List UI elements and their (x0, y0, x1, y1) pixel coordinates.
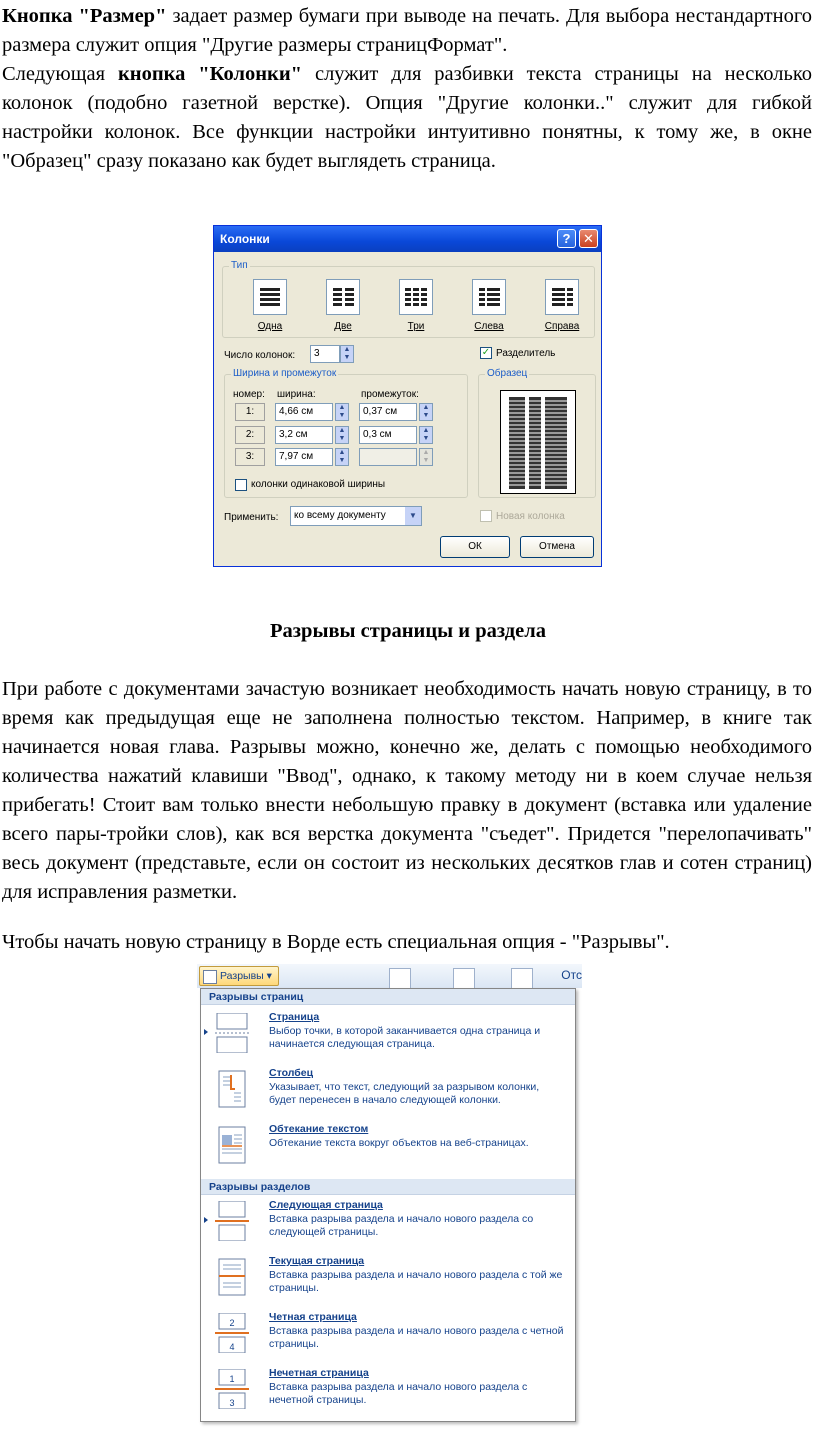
row3-gap-input (359, 448, 417, 466)
equal-width-label: колонки одинаковой ширины (251, 479, 386, 490)
menu-item-desc: Указывает, что текст, следующий за разрывом колонки, будет перенесен в начало следующей колонки. (269, 1081, 540, 1106)
ribbon-right-label: Отс (561, 968, 582, 982)
type-group (222, 260, 595, 338)
new-column-label: Новая колонка (496, 511, 565, 522)
sample-group (478, 368, 596, 498)
bold-columns-button: кнопка "Колонки" (117, 63, 303, 85)
menu-item-odd-page[interactable] (201, 1363, 575, 1419)
even-icon-digit-top: 2 (229, 1318, 235, 1328)
menu-item-desc: Выбор точки, в которой заканчивается одна страница и начинается следующая страница. (269, 1025, 541, 1050)
breaks-menu-screenshot (197, 964, 582, 1424)
row3-width-input[interactable]: 7,97 см (275, 448, 333, 466)
menu-item-page[interactable] (201, 1007, 575, 1063)
type-two-icon[interactable] (326, 279, 360, 315)
apply-select-value: ко всему документу (294, 510, 386, 521)
menu-item-current-page[interactable] (201, 1251, 575, 1307)
menu-item-title: Столбец (269, 1067, 314, 1079)
next-page-icon (215, 1201, 249, 1241)
breaks-ribbon-button[interactable] (199, 966, 279, 986)
menu-item-desc: Обтекание текста вокруг объектов на веб-страницах. (269, 1137, 529, 1149)
dialog-title: Колонки (220, 232, 270, 246)
menu-item-title: Четная страница (269, 1311, 357, 1323)
page-breaks-header: Разрывы страниц (201, 989, 575, 1005)
paragraph-breaks: При работе с документами зачастую возникает необходимость начать новую страницу, в то время как предыдущая еще не заполнена полностью текстом. Например, в книге так начинается новая глава. Разрывы можно, конечно же, делать с помощью необходимого количества нажатий клавиши "Ввод", однако, к такому методу ни в коем случае нельзя прибегать! Стоит вам только внести небольшую правку в документ (вставка или удаление всего пары-тройки слов), как вся верстка документа "съедет". Придется "перелопачивать" весь документ (представьте, если он состоит из нескольких десятков глав и сотен страниц) для исправления разметки. (2, 678, 812, 903)
menu-item-desc: Вставка разрыва раздела и начало нового раздела с четной страницы. (269, 1325, 564, 1350)
new-column-checkbox (480, 510, 492, 522)
section-heading: Разрывы страницы и раздела (270, 620, 546, 642)
ok-button[interactable]: ОК (440, 536, 510, 558)
paragraph-size-columns (0, 2, 816, 176)
row1-number: 1: (235, 403, 265, 421)
type-left-icon[interactable] (472, 279, 506, 315)
menu-item-column[interactable] (201, 1063, 575, 1119)
type-group-label: Тип (231, 260, 248, 271)
type-right-icon[interactable] (545, 279, 579, 315)
row1-gap-input[interactable]: 0,37 см (359, 403, 417, 421)
ribbon-bar (197, 964, 582, 988)
menu-item-title: Нечетная страница (269, 1367, 369, 1379)
close-icon[interactable]: ✕ (579, 229, 598, 248)
menu-item-desc: Вставка разрыва раздела и начало нового раздела со следующей страницы. (269, 1213, 534, 1238)
col-gap-header: промежуток: (361, 389, 419, 400)
row2-width-spinner[interactable]: ▲ ▼ (335, 426, 349, 444)
page-break-icon (215, 1013, 249, 1053)
current-page-icon (215, 1257, 249, 1297)
row2-number: 2: (235, 426, 265, 444)
type-left-label[interactable]: Слева (474, 321, 504, 332)
text-next: Следующая (2, 63, 118, 85)
menu-item-title: Страница (269, 1011, 320, 1023)
type-three-label[interactable]: Три (407, 321, 425, 332)
col-width-header: ширина: (277, 389, 316, 400)
even-page-icon (215, 1313, 249, 1353)
sample-preview (500, 390, 576, 494)
cancel-button[interactable]: Отмена (520, 536, 594, 558)
row1-width-input[interactable]: 4,66 см (275, 403, 333, 421)
type-two-label[interactable]: Две (334, 321, 352, 332)
type-right-label[interactable]: Справа (544, 321, 580, 332)
document-icon[interactable] (511, 968, 533, 990)
row2-gap-spinner[interactable]: ▲ ▼ (419, 426, 433, 444)
sample-label: Образец (487, 368, 528, 379)
even-icon-digit-bottom: 4 (229, 1342, 235, 1352)
page-icon[interactable] (389, 968, 411, 990)
item-pointer-icon (204, 1029, 208, 1035)
type-one-icon[interactable] (253, 279, 287, 315)
bold-size-button: Кнопка "Размер" (2, 5, 167, 27)
type-one-label[interactable]: Одна (257, 321, 283, 332)
equal-width-checkbox[interactable] (235, 479, 247, 491)
columns-dialog (213, 225, 602, 567)
menu-item-next-page[interactable] (201, 1195, 575, 1251)
row2-gap-input[interactable]: 0,3 см (359, 426, 417, 444)
num-cols-spinner[interactable]: ▲ ▼ (340, 345, 354, 363)
row3-width-spinner[interactable]: ▲ ▼ (335, 448, 349, 466)
row3-gap-spinner: ▲ ▼ (419, 448, 433, 466)
col-number-header: номер: (233, 389, 265, 400)
breaks-button-label: Разрывы ▾ (220, 970, 272, 982)
help-icon[interactable]: ? (557, 229, 576, 248)
menu-item-even-page[interactable] (201, 1307, 575, 1363)
menu-item-desc: Вставка разрыва раздела и начало нового раздела с нечетной страницы. (269, 1381, 528, 1406)
menu-item-title: Текущая страница (269, 1255, 365, 1267)
dialog-titlebar (214, 226, 601, 252)
menu-item-title: Обтекание текстом (269, 1123, 369, 1135)
num-cols-input[interactable]: 3 (310, 345, 340, 363)
row1-width-spinner[interactable]: ▲ ▼ (335, 403, 349, 421)
breaks-dropdown (200, 988, 576, 1422)
odd-icon-digit-top: 1 (229, 1374, 235, 1384)
menu-item-text-wrapping[interactable] (201, 1119, 575, 1175)
apply-select[interactable] (290, 506, 422, 526)
divider-checkbox[interactable]: ✓ (481, 347, 491, 358)
menu-item-desc: Вставка разрыва раздела и начало нового раздела с той же страницы. (269, 1269, 563, 1294)
odd-page-icon (215, 1369, 249, 1409)
text-columns: служит для разбивки текста страницы на несколько колонок (подобно газетной верстке). Опция "Другие колонки.." служит для гибкой настройки колонок. Все функции настройки интуитивно понятны, к тому же, в окне "Образец" сразу показано как будет выглядеть страница. (2, 63, 812, 172)
paragraph-breaks-option: Чтобы начать новую страницу в Ворде есть специальная опция - "Разрывы". (2, 931, 670, 953)
sample-column-1 (509, 397, 525, 489)
row2-width-input[interactable]: 3,2 см (275, 426, 333, 444)
sample-columns-graphic (501, 391, 575, 493)
breaks-icon (203, 970, 217, 984)
row1-gap-spinner[interactable]: ▲ ▼ (419, 403, 433, 421)
image-icon[interactable] (453, 968, 475, 990)
item-pointer-icon (204, 1217, 208, 1223)
width-gap-group (224, 368, 468, 498)
apply-label: Применить: (224, 512, 279, 523)
num-cols-label: Число колонок: (224, 350, 296, 361)
divider-label: Разделитель (496, 348, 556, 359)
column-break-icon (215, 1069, 249, 1109)
chevron-down-icon[interactable]: ▼ (405, 507, 421, 525)
sample-column-2 (529, 397, 541, 489)
section-breaks-header: Разрывы разделов (201, 1179, 575, 1195)
row3-number: 3: (235, 448, 265, 466)
width-gap-label: Ширина и промежуток (233, 368, 337, 379)
text-size: задает размер бумаги при выводе на печать. Для выбора нестандартного размера служит опция "Другие размеры страницФормат". (2, 5, 812, 56)
type-three-icon[interactable] (399, 279, 433, 315)
sample-column-3 (545, 397, 567, 489)
menu-item-title: Следующая страница (269, 1199, 383, 1211)
odd-icon-digit-bottom: 3 (229, 1398, 235, 1408)
text-wrapping-icon (215, 1125, 249, 1165)
